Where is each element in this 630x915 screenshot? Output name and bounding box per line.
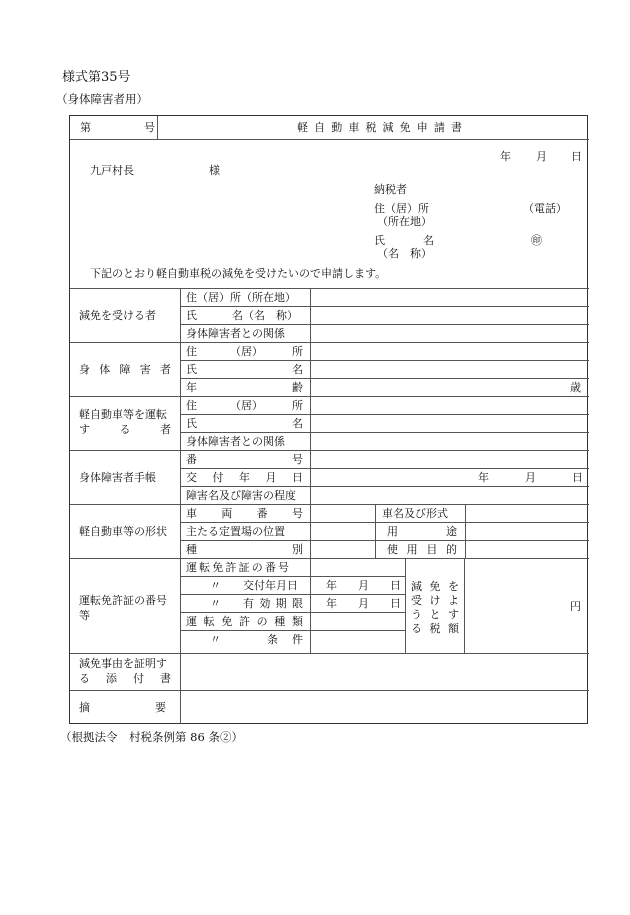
label-char: 付 — [133, 672, 144, 685]
remarks-label-2: 要 — [155, 701, 166, 714]
label-char: 運 — [186, 615, 197, 628]
label-char: 者 — [160, 363, 171, 376]
label-char: 使 — [387, 543, 398, 556]
l-valid-label — [243, 597, 303, 610]
label-char: 体 — [99, 363, 111, 376]
form-number: 様式第35号 — [62, 70, 131, 85]
label-char: 種 — [274, 615, 286, 628]
label-char: 番 — [256, 507, 268, 520]
label-char: 税 — [365, 121, 377, 134]
name-sub-label: （名 称） — [377, 247, 432, 260]
label-char: 号 — [277, 561, 289, 574]
hb-issue-label — [186, 471, 303, 484]
label-char: 許 — [225, 561, 237, 574]
label-char: 減 — [411, 580, 422, 593]
disabled-person-label — [79, 363, 171, 376]
d-address-label-3: 所 — [292, 345, 303, 358]
l-valid-month: 月 — [358, 597, 369, 610]
label-char: 目 — [426, 543, 438, 556]
label-char: 証 — [238, 561, 250, 574]
label-char: 条 — [267, 633, 278, 646]
label-char: る — [119, 423, 131, 436]
label-char: 免 — [429, 580, 441, 593]
l-issue-year: 年 — [326, 579, 337, 592]
label-char: 動 — [331, 121, 343, 134]
d-age-unit: 歳 — [570, 381, 581, 394]
l-number-label — [186, 561, 289, 574]
reason-label-2 — [79, 672, 171, 685]
l-valid-mark: 〃 — [210, 597, 221, 610]
label-char: を — [448, 580, 459, 593]
label-char: る — [411, 622, 422, 635]
label-char: の — [251, 561, 263, 574]
l-issue-label: 交付年月日 — [243, 579, 298, 592]
label-char: 身 — [79, 363, 90, 376]
label-char: け — [429, 594, 441, 607]
v-model-label: 車名及び形式 — [382, 507, 448, 520]
l-issue-mark: 〃 — [210, 579, 221, 592]
amount-unit: 円 — [570, 600, 581, 613]
amount-label-2 — [411, 594, 459, 607]
label-char: 書 — [160, 672, 171, 685]
label-char: 件 — [292, 633, 303, 646]
hb-year-label: 年 — [478, 471, 489, 484]
ep-relation-label: 身体障害者との関係 — [186, 327, 285, 340]
label-char: 転 — [199, 561, 211, 574]
label-char: す — [79, 423, 90, 436]
ep-address-label: 住（居）所（所在地） — [186, 291, 296, 304]
hb-degree-label: 障害名及び障害の程度 — [186, 489, 296, 502]
label-char: 額 — [448, 622, 459, 635]
label-char: 申 — [416, 121, 428, 134]
label-char: 日 — [292, 471, 303, 484]
l-issue-day: 日 — [390, 579, 401, 592]
label-char: 減 — [382, 121, 394, 134]
ep-name-label-2: 名（名 称） — [232, 309, 298, 322]
date-day-label: 日 — [571, 150, 582, 163]
label-char: 許 — [238, 615, 250, 628]
v-purpose-label — [387, 543, 457, 556]
hb-number-label-2: 号 — [292, 453, 303, 466]
amount-label-4 — [411, 622, 459, 635]
label-char: 号 — [291, 507, 303, 520]
address-label: 住（居）所 — [374, 202, 429, 215]
label-char: 限 — [291, 597, 303, 610]
label-char: 免 — [212, 561, 224, 574]
label-char: 税 — [429, 622, 441, 635]
legal-basis-footer: （根拠法令 村税条例第 86 条②） — [60, 730, 243, 744]
amount-label-1 — [411, 580, 459, 593]
label-char: 受 — [411, 594, 422, 607]
label-char: 添 — [106, 672, 117, 685]
label-char: 年 — [239, 471, 250, 484]
label-char: 車 — [348, 121, 360, 134]
l-valid-day: 日 — [390, 597, 401, 610]
label-char: う — [411, 608, 422, 621]
honorific: 様 — [209, 164, 220, 177]
label-char: 害 — [139, 363, 151, 376]
dr-address-label-2: （居） — [230, 399, 263, 412]
d-age-label-1: 年 — [186, 381, 197, 394]
date-month-label: 月 — [536, 150, 547, 163]
l-cond-mark: 〃 — [210, 633, 221, 646]
v-type-label — [186, 543, 303, 556]
name-label-2: 名 — [423, 234, 434, 247]
hb-number-label-1: 番 — [186, 453, 197, 466]
label-char: 自 — [314, 121, 326, 134]
label-char: 者 — [160, 423, 171, 436]
license-label-1: 運転免許証の番号 — [79, 594, 167, 607]
form-title — [297, 121, 462, 134]
v-use-label — [387, 525, 457, 538]
hb-month-label: 月 — [525, 471, 536, 484]
form-subtitle: （身体障害者用） — [56, 92, 148, 106]
number-suffix: 号 — [144, 121, 155, 134]
l-valid-year: 年 — [326, 597, 337, 610]
application-statement: 下記のとおり軽自動車税の減免を受けたいので申請します。 — [90, 267, 387, 280]
label-char: 用 — [406, 543, 418, 556]
label-char: る — [79, 672, 90, 685]
v-plate-label — [186, 507, 303, 520]
label-char: 種 — [186, 543, 197, 556]
amount-label-3 — [411, 608, 459, 621]
d-name-label-1: 氏 — [186, 363, 197, 376]
d-address-label-1: 住 — [186, 345, 197, 358]
reason-label-1: 減免事由を証明す — [79, 657, 167, 670]
label-char: 途 — [446, 525, 457, 538]
label-char: 的 — [445, 543, 457, 556]
l-issue-month: 月 — [358, 579, 369, 592]
v-location-label: 主たる定置場の位置 — [186, 525, 285, 538]
label-char: 軽 — [297, 121, 308, 134]
driver-label-1: 軽自動車等を運転 — [79, 408, 167, 421]
label-char: 効 — [259, 597, 271, 610]
phone-label: （電話） — [523, 202, 567, 215]
dr-name-label-1: 氏 — [186, 417, 197, 430]
label-char: の — [256, 615, 268, 628]
label-char: よ — [448, 594, 459, 607]
d-age-label-2: 齢 — [292, 381, 303, 394]
label-char: 期 — [275, 597, 287, 610]
l-cond-label — [267, 633, 303, 646]
dr-address-label-3: 所 — [292, 399, 303, 412]
label-char: 類 — [291, 615, 303, 628]
label-char: 免 — [399, 121, 411, 134]
handbook-label: 身体障害者手帳 — [79, 471, 156, 484]
label-char: 請 — [433, 121, 445, 134]
number-prefix: 第 — [80, 121, 91, 134]
label-char: 両 — [221, 507, 233, 520]
label-char: 番 — [264, 561, 276, 574]
label-char: 交 — [186, 471, 197, 484]
name-label-1: 氏 — [374, 234, 385, 247]
label-char: 運 — [186, 561, 197, 574]
exempt-person-label: 減免を受ける者 — [79, 309, 156, 322]
label-char: 免 — [221, 615, 233, 628]
addressee: 九戸村長 — [90, 164, 134, 177]
hb-day-label: 日 — [572, 471, 583, 484]
label-char: 障 — [119, 363, 131, 376]
label-char: 用 — [387, 525, 398, 538]
label-char: 転 — [203, 615, 215, 628]
label-char: 月 — [265, 471, 277, 484]
label-char: 有 — [243, 597, 254, 610]
dr-name-label-2: 名 — [292, 417, 303, 430]
date-year-label: 年 — [500, 150, 511, 163]
taxpayer-label: 納税者 — [374, 183, 407, 196]
address-sub-label: （所在地） — [377, 215, 432, 228]
label-char: 付 — [212, 471, 224, 484]
seal-mark: ㊞ — [531, 234, 542, 247]
dr-relation-label: 身体障害者との関係 — [186, 435, 285, 448]
d-address-label-2: （居） — [230, 345, 263, 358]
dr-address-label-1: 住 — [186, 399, 197, 412]
label-char: と — [429, 608, 441, 621]
l-kind-label — [186, 615, 303, 628]
label-char: 車 — [186, 507, 197, 520]
vehicle-label: 軽自動車等の形状 — [79, 525, 167, 538]
ep-name-label-1: 氏 — [186, 309, 197, 322]
license-label-2: 等 — [79, 609, 90, 622]
d-name-label-2: 名 — [292, 363, 303, 376]
label-char: 書 — [450, 121, 462, 134]
label-char: す — [448, 608, 459, 621]
application-form — [69, 115, 588, 724]
remarks-label-1: 摘 — [79, 701, 90, 714]
driver-label-2 — [79, 423, 171, 436]
label-char: 別 — [292, 543, 303, 556]
